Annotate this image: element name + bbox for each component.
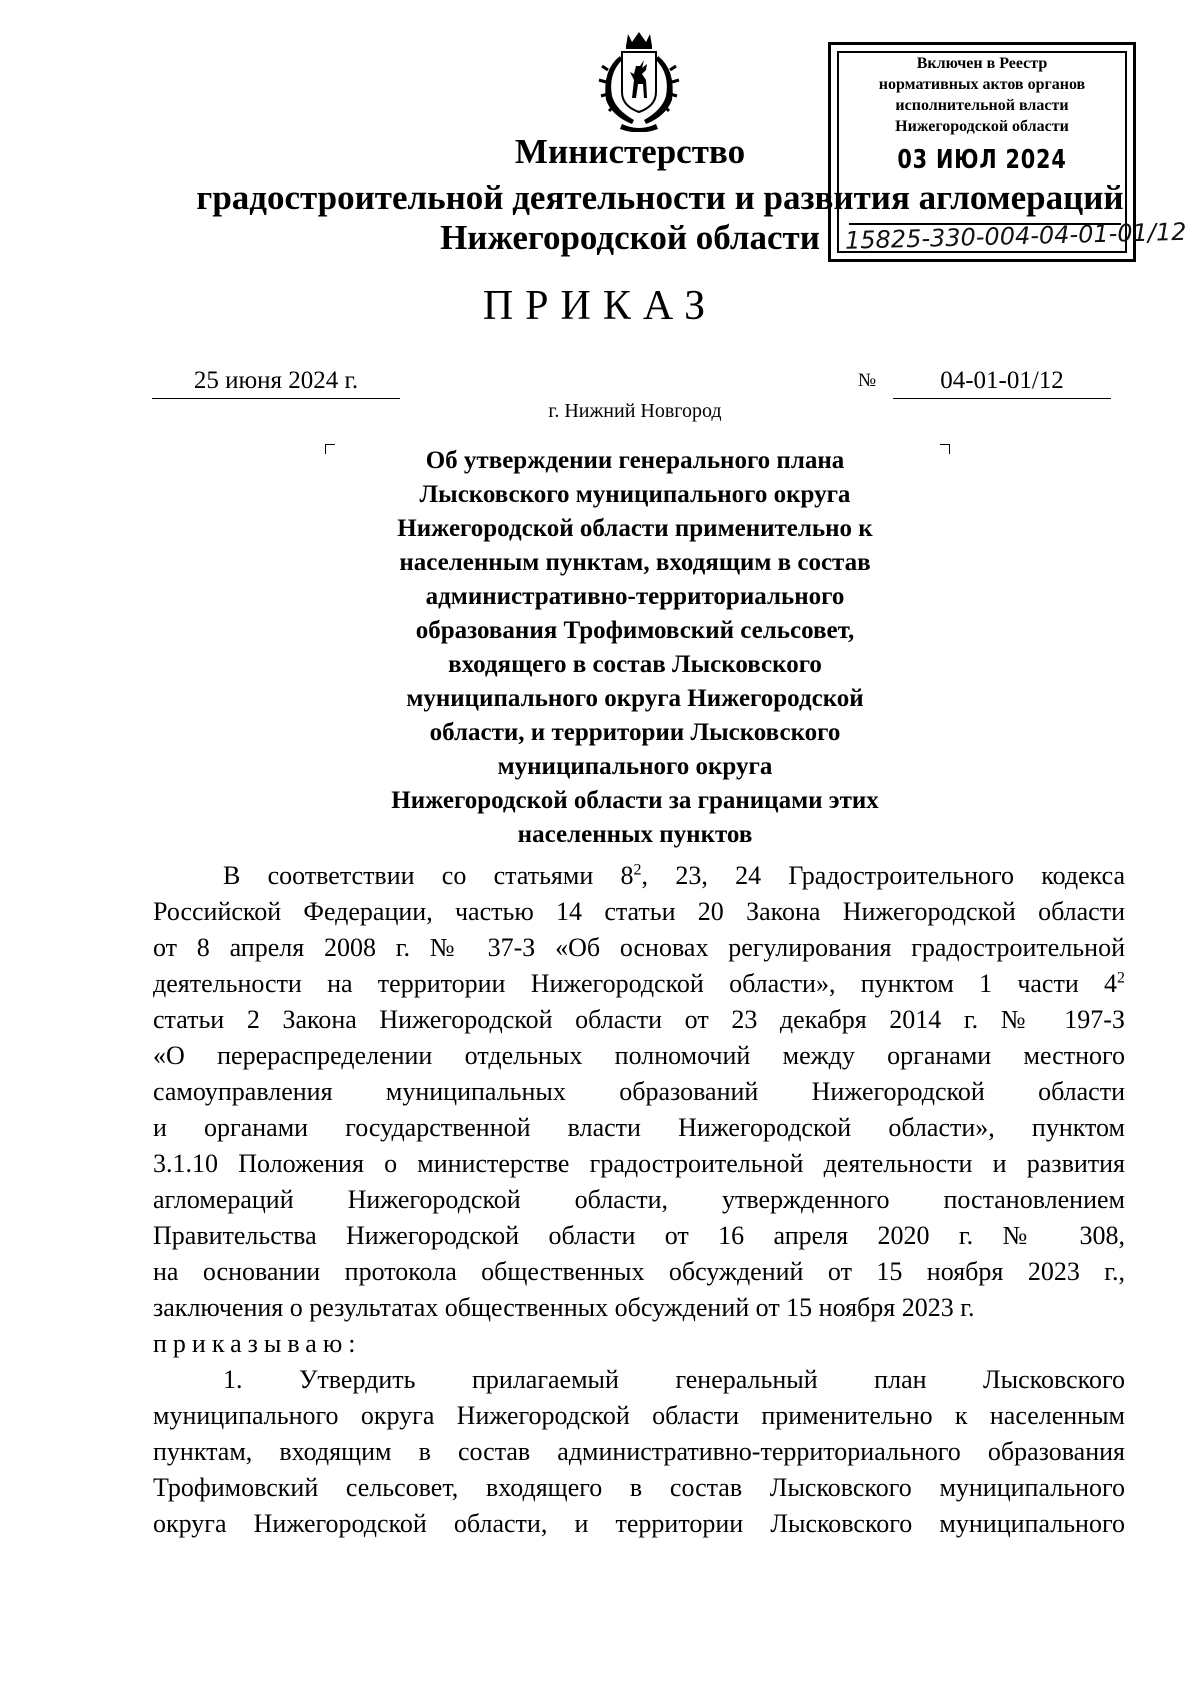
order-subject [300,444,970,852]
body-line [153,858,1125,894]
subject-line: области, и территории Лысковского [429,719,841,746]
subject-line: Лысковского муниципального округа [419,481,851,508]
body-line: Российской Федерации, частью 14 статьи 20 Закона Нижегородской области [153,897,1125,926]
subject-line: Об утверждении генерального плана [425,447,845,474]
subject-line: муниципального округа Нижегородской [406,685,864,712]
ministry-title-line-1: Министерство [514,132,746,171]
body-line: самоуправления муниципальных образований Нижегородской области [153,1077,1125,1106]
body-line: и органами государственной власти Нижегородской области», пунктом [153,1113,1125,1142]
body-line: «О перераспределении отдельных полномочий между органами местного [153,1041,1125,1070]
body-text-fragment: В соответствии со статьями 8 [223,861,634,890]
subject-line: административно-территориального [425,583,845,610]
superscript: 2 [633,861,642,879]
ministry-title-line-3: Нижегородской области [440,218,820,257]
body-line: статьи 2 Закона Нижегородской области от 23 декабря 2014 г. № 197-З [153,1005,1125,1034]
city: г. Нижний Новгород [548,400,722,422]
document-type-title: ПРИКАЗ [482,283,718,329]
stamp-line-3: исполнительной власти [895,97,1069,114]
body-line: 3.1.10 Положения о министерстве градостроительной деятельности и развития [153,1149,1125,1178]
body-line: округа Нижегородской области, и территории Лысковского муниципального [153,1509,1125,1538]
subject-line: Нижегородской области применительно к [397,515,873,542]
body-line [153,966,1125,1002]
stamp-line-4: Нижегородской области [895,118,1069,135]
subject-line: муниципального округа [497,753,773,780]
body-line: пунктам, входящим в состав административно-территориального образования [153,1437,1125,1466]
body-line: муниципального округа Нижегородской области применительно к населенным [153,1401,1125,1430]
subject-line: населенным пунктам, входящим в состав [399,549,871,576]
body-line: заключения о результатах общественных обсуждений от 15 ноября 2023 г. [153,1293,975,1322]
body-line: Правительства Нижегородской области от 16 апреля 2020 г. № 308, [153,1221,1125,1250]
ministry-title-line-2: градостроительной деятельности и развития агломераций [196,178,1124,217]
stamp-line-2: нормативных актов органов [878,76,1086,93]
order-body [153,858,1125,1542]
coat-of-arms-icon [592,30,686,132]
body-line: Трофимовский сельсовет, входящего в состав Лысковского муниципального [153,1473,1125,1502]
body-line: 1. Утвердить прилагаемый генеральный план Лысковского [223,1365,1125,1394]
stamp-date: 03 ИЮЛ 2024 [897,145,1067,175]
body-text-fragment: , 23, 24 Градостроительного кодекса [641,861,1125,890]
stamp-line-1: Включен в Реестр [916,55,1048,72]
body-line: от 8 апреля 2008 г. № 37-З «Об основах регулирования градостроительной [153,933,1125,962]
order-number: 04-01-01/12 [893,364,1111,399]
order-date: 25 июня 2024 г. [152,364,400,399]
number-sign: № [858,370,877,391]
subject-line: Нижегородской области за границами этих [391,787,879,814]
stamp-text [831,53,1133,137]
body-text-fragment: деятельности на территории Нижегородской области», пунктом 1 части 4 [153,969,1117,998]
order-word: приказываю: [153,1329,362,1358]
subject-line: населенных пунктов [517,821,753,848]
body-line: на основании протокола общественных обсуждений от 15 ноября 2023 г., [153,1257,1125,1286]
subject-line: образования Трофимовский сельсовет, [415,617,855,644]
subject-line: входящего в состав Лысковского [448,651,822,678]
superscript: 2 [1117,969,1125,987]
stamp-registration-number: 15825-330-004-04-01-01/12 [844,217,1187,255]
body-line: агломераций Нижегородской области, утвержденного постановлением [153,1185,1125,1214]
